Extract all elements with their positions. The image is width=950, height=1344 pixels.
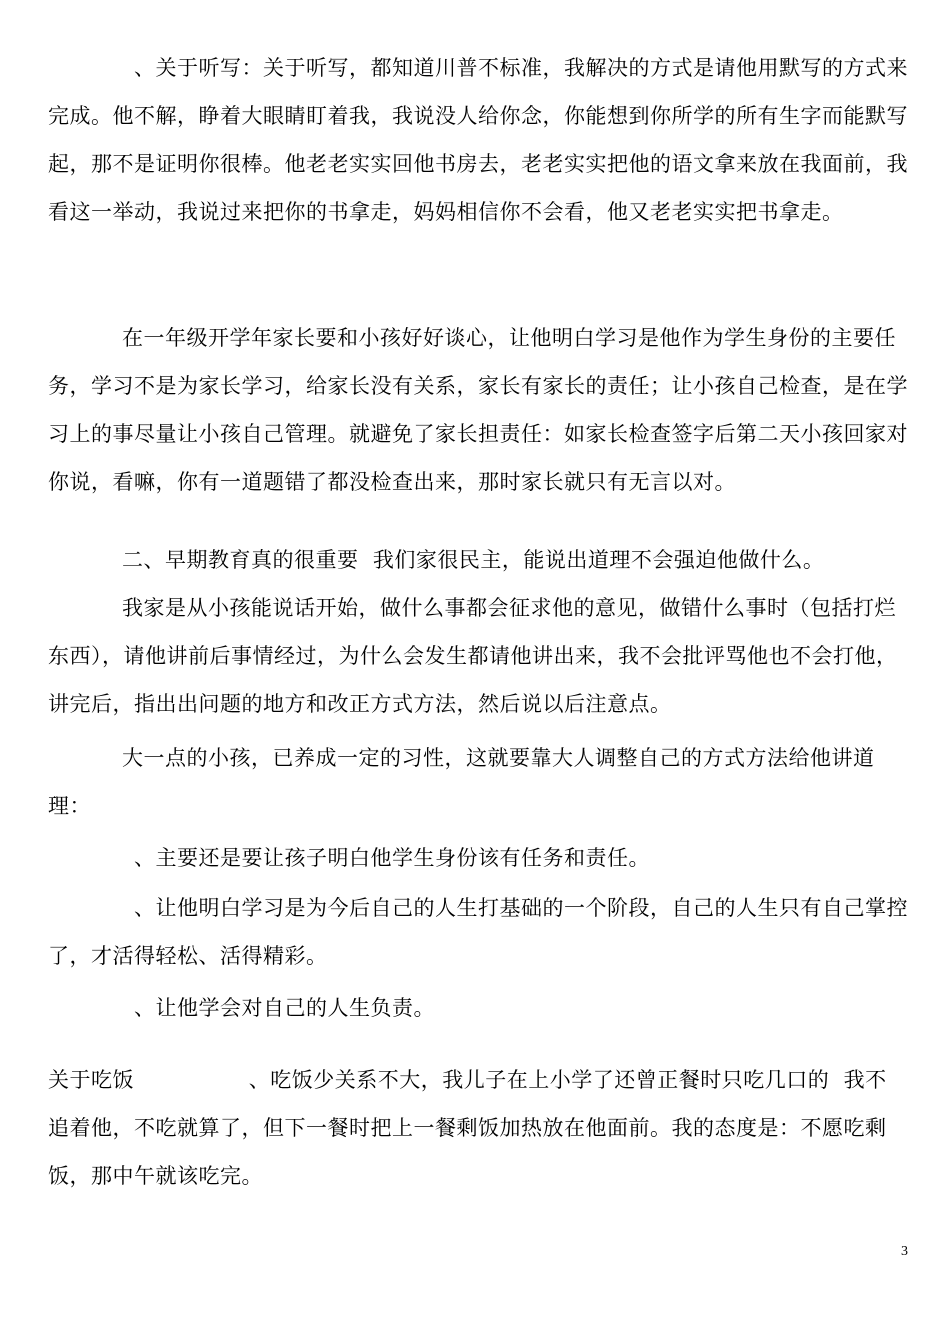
paragraph-from-speaking: 我家是从小孩能说话开始，做什么事都会征求他的意见，做错什么事时（包括打烂东西），请他讲前后事情经过，为什么会发生都请他讲出来，我不会批评骂他也不会打他，讲完后，指出出问题的地方和改正方式方法，然后说以后注意点。 (48, 596, 898, 716)
paragraph-first-grade-talk: 在一年级开学年家长要和小孩好好谈心，让他明白学习是他作为学生身份的主要任务，学习不是为家长学习，给家长没有关系，家长有家长的责任；让小孩自己检查，是在学习上的事尽量让小孩自己管理。就避免了家长担责任：如家长检查签字后第二天小孩回家对你说，看嘛，你有一道题错了都没检查出来，那时家长就只有无言以对。 (48, 326, 908, 494)
paragraph-older-child: 大一点的小孩，已养成一定的习性，这就要靠大人调整自己的方式方法给他讲道理： (48, 746, 875, 818)
list-item-learning-foundation: 、让他明白学习是为今后自己的人生打基础的一个阶段，自己的人生只有自己掌控了，才活得轻松、活得精彩。 (48, 896, 908, 968)
paragraph-dictation: 、关于听写：关于听写，都知道川普不标准，我解决的方式是请他用默写的方式来完成。他不解，睁着大眼睛盯着我，我说没人给你念，你能想到你所学的所有生字而能默写起，那不是证明你很棒。他老老实实回他书房去，老老实实把他的语文拿来放在我面前，我看这一举动，我说过来把你的书拿走，妈妈相信你不会看，他又老老实实把书拿走。 (48, 56, 908, 224)
list-item-responsibility: 、让他学会对自己的人生负责。 (134, 996, 435, 1020)
list-item-student-role: 、主要还是要让孩子明白他学生身份该有任务和责任。 (134, 846, 650, 870)
paragraph-early-education-heading: 二、早期教育真的很重要 我们家很民主，能说出道理不会强迫他做什么。 (122, 548, 825, 572)
paragraph-eating: 关于吃饭 、吃饭少关系不大，我儿子在上小学了还曾正餐时只吃几口的 我不追着他，不吃就算了，但下一餐时把上一餐剩饭加热放在他面前。我的态度是：不愿吃剩饭，那中午就该吃完。 (48, 1068, 887, 1188)
page-number: 3 (901, 1244, 908, 1259)
